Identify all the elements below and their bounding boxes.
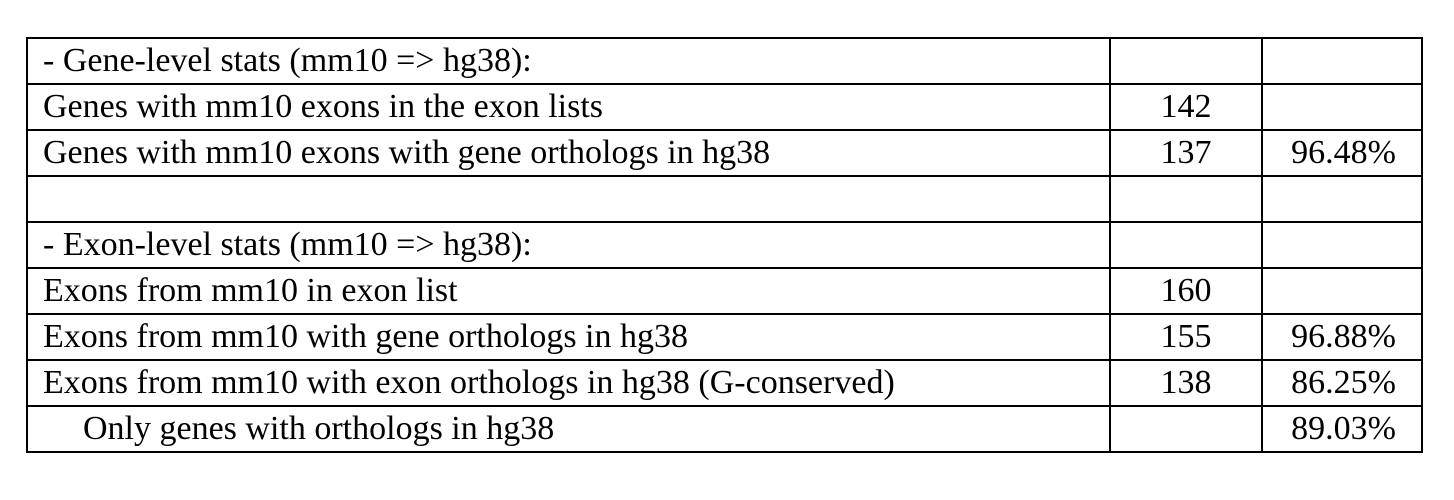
row-percent [1262,222,1422,268]
row-count: 155 [1110,314,1262,360]
row-label: Exons from mm10 with exon orthologs in hg38 (G-conserved) [27,360,1110,406]
row-percent [1262,38,1422,84]
row-count [1110,406,1262,452]
table-row [27,38,1422,84]
row-percent [1262,268,1422,314]
table-row [27,176,1422,222]
row-label: Genes with mm10 exons in the exon lists [27,84,1110,130]
row-label: Exons from mm10 with gene orthologs in hg38 [27,314,1110,360]
row-label: Only genes with orthologs in hg38 [27,406,1110,452]
row-percent [1262,176,1422,222]
table-row [27,222,1422,268]
row-percent [1262,84,1422,130]
table-row [27,406,1422,452]
row-percent: 96.88% [1262,314,1422,360]
row-percent: 96.48% [1262,130,1422,176]
row-label: - Exon-level stats (mm10 => hg38): [27,222,1110,268]
row-count: 142 [1110,84,1262,130]
row-count: 137 [1110,130,1262,176]
stats-table [26,37,1423,453]
row-count [1110,222,1262,268]
row-count: 160 [1110,268,1262,314]
table-row [27,268,1422,314]
table-row [27,84,1422,130]
row-count [1110,38,1262,84]
table-row [27,314,1422,360]
row-label: - Gene-level stats (mm10 => hg38): [27,38,1110,84]
row-label: Genes with mm10 exons with gene orthologs in hg38 [27,130,1110,176]
row-label [27,176,1110,222]
table-row [27,130,1422,176]
row-count: 138 [1110,360,1262,406]
row-label: Exons from mm10 in exon list [27,268,1110,314]
table-row [27,360,1422,406]
row-percent: 86.25% [1262,360,1422,406]
row-count [1110,176,1262,222]
row-percent: 89.03% [1262,406,1422,452]
